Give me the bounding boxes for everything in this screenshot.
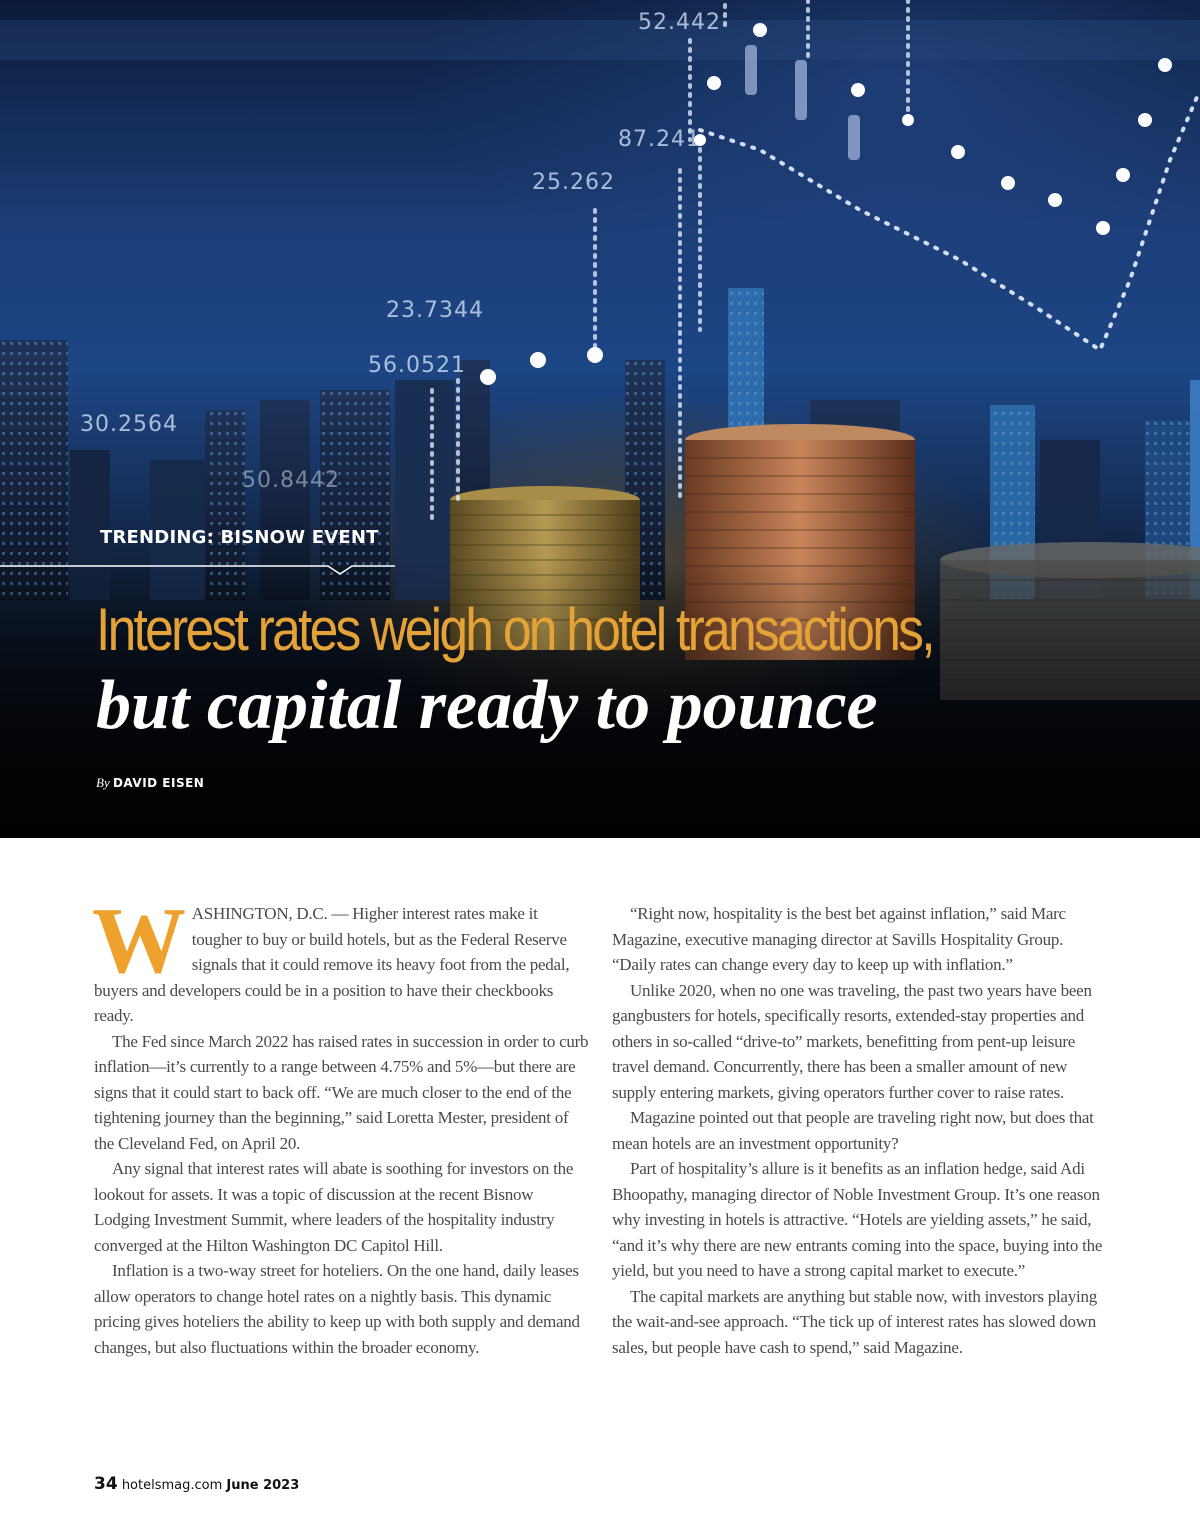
drop-cap: W: [92, 889, 186, 993]
page-number: 34: [94, 1474, 118, 1494]
article-paragraph: [92, 889, 589, 1029]
author-name: DAVID EISEN: [112, 776, 205, 790]
byline: [96, 775, 204, 791]
kicker-divider: [0, 563, 400, 577]
article-paragraph: Unlike 2020, when no one was traveling, the past two years have been gangbusters for hotels, specifically resorts, extended-stay properties and others in so-called “drive-to” markets, benefitting from pent-up leisure travel demand. Concurrently, there has been a smaller amount of new supply entering markets, giving operators further cover to raise rates.: [612, 980, 1092, 1102]
byline-prefix: By: [96, 775, 110, 790]
article-column-right: [612, 901, 1107, 1360]
article-paragraph: Inflation is a two-way street for hoteliers. On the one hand, daily leases allow operators to change hotel rates on a nightly basis. This dynamic pricing gives hoteliers the ability to keep up with both supply and demand changes, but also fluctuations within the broader economy.: [94, 1261, 580, 1357]
section-kicker: TRENDING: BISNOW EVENT: [100, 527, 379, 548]
headline-line-2: but capital ready to pounce: [96, 667, 878, 744]
chart-value-label: 25.262: [532, 170, 615, 195]
chart-value-label: 56.0521: [368, 353, 466, 378]
paragraph-text: ASHINGTON, D.C. — Higher interest rates make it tougher to buy or build hotels, but as the Federal Reserve signals that it could remove its heavy foot from the pedal, buyers and developers could be in a position to have their checkbooks ready.: [94, 904, 570, 1025]
article-paragraph: The capital markets are anything but stable now, with investors playing the wait-and-see approach. “The tick up of interest rates has slowed down sales, but people have cash to spend,” said Magazine.: [612, 1286, 1097, 1357]
article-column-left: [92, 889, 589, 1360]
chart-value-label: 30.2564: [80, 412, 178, 437]
article-paragraph: “Right now, hospitality is the best bet against inflation,” said Marc Magazine, executive managing director at Savills Hospitality Group. “Daily rates can change every day to keep up with inflation.”: [612, 904, 1066, 974]
article-paragraph: Part of hospitality’s allure is it benefits as an inflation hedge, said Adi Bhoopathy, managing director of Noble Investment Group. It’s one reason why investing in hotels is attractive. “Hotels are yielding assets,” he said, “and it’s why there are new entrants coming into the space, buying into the yield, but you need to have a strong capital market to execute.”: [612, 1159, 1103, 1280]
page-footer: [94, 1474, 299, 1494]
chart-value-label: 87.241: [618, 127, 701, 152]
footer-date: June 2023: [226, 1478, 300, 1493]
chart-value-label: 50.8442: [242, 468, 340, 493]
footer-site: hotelsmag.com: [121, 1478, 223, 1493]
headline-line-1: Interest rates weigh on hotel transactions,: [96, 596, 933, 663]
chart-value-label: 23.7344: [386, 298, 484, 323]
chart-value-label: 52.442: [638, 10, 721, 35]
article-paragraph: The Fed since March 2022 has raised rates in succession in order to curb inflation—it’s currently to a range between 4.75% and 5%—but there are signs that it could start to back off. “We are much closer to the end of the tightening journey than the beginning,” said Loretta Mester, president of the Cleveland Fed, on April 20.: [94, 1031, 589, 1153]
article-paragraph: Any signal that interest rates will abate is soothing for investors on the lookout for assets. It was a topic of discussion at the recent Bisnow Lodging Investment Summit, where leaders of the hospitality industry converged at the Hilton Washington DC Capitol Hill.: [94, 1159, 574, 1255]
article-paragraph: Magazine pointed out that people are traveling right now, but does that mean hotels are an investment opportunity?: [612, 1108, 1094, 1153]
